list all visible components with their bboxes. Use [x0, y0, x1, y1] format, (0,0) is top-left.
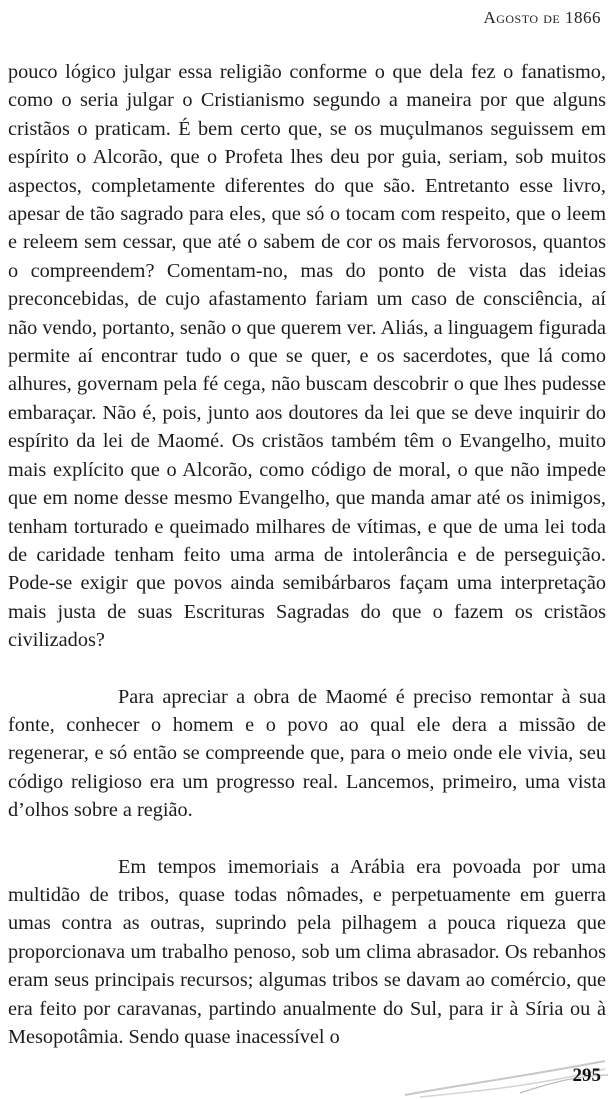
page-number: 295 — [572, 1065, 601, 1086]
paragraph-1: pouco lógico julgar essa religião conforme o que dela fez o fanatismo, como o seria julgar o Cristianismo segundo a maneira por que alguns cristãos o praticam. É bem certo que, se os muçulmanos seguissem em espírito o Alcorão, que o Profeta lhes deu por guia, seriam, sob muitos aspectos, completamente diferentes do que são. Entretanto esse livro, apesar de tão sagrado para eles, que só o tocam com respeito, que o leem e releem sem cessar, que até o sabem de cor os mais fervorosos, quantos o compreendem? Comentam-no, mas do ponto de vista das ideias preconcebidas, de cujo afastamento fariam um caso de consciência, aí não vendo, portanto, senão o que querem ver. Aliás, a linguagem figurada permite aí encontrar tudo o que se quer, e os sacerdotes, que lá como alhures, governam pela fé cega, não buscam descobrir o que lhes pudesse embaraçar. Não é, pois, junto aos doutores da lei que se deve inquirir do espírito da lei de Maomé. Os cristãos também têm o Evangelho, muito mais explícito que o Alcorão, como código de moral, o que não impede que em nome desse mesmo Evangelho, que manda amar até os inimigos, tenham torturado e queimado milhares de vítimas, e que de uma lei toda de caridade tenham feito uma arma de intolerância e de perseguição. Pode-se exigir que povos ainda semibárbaros façam uma interpretação mais justa de suas Escrituras Sagradas do que o fazem os cristãos civilizados? — [8, 61, 606, 652]
running-header: Agosto de 1866 — [483, 8, 601, 27]
paragraph-3: Em tempos imemoriais a Arábia era povoada por uma multidão de tribos, quase todas nômades, e perpetuamente em guerra umas contra as outras, suprindo pela pilhagem a pouca riqueza que proporcionava um trabalho penoso, sob um clima abrasador. Os rebanhos eram seus principais recursos; algumas tribos se davam ao comércio, que era feito por caravanas, partindo anualmente do Sul, para ir à Síria ou à Mesopotâmia. Sendo quase inacessível o — [8, 855, 606, 1048]
body-text — [8, 58, 606, 1051]
paragraph-2: Para apreciar a obra de Maomé é preciso remontar à sua fonte, conhecer o homem e o povo ao qual ele dera a missão de regenerar, e só então se compreende que, para o meio onde ele vivia, seu código religioso era um progresso real. Lancemos, primeiro, uma vista d’olhos sobre a região. — [8, 685, 606, 822]
